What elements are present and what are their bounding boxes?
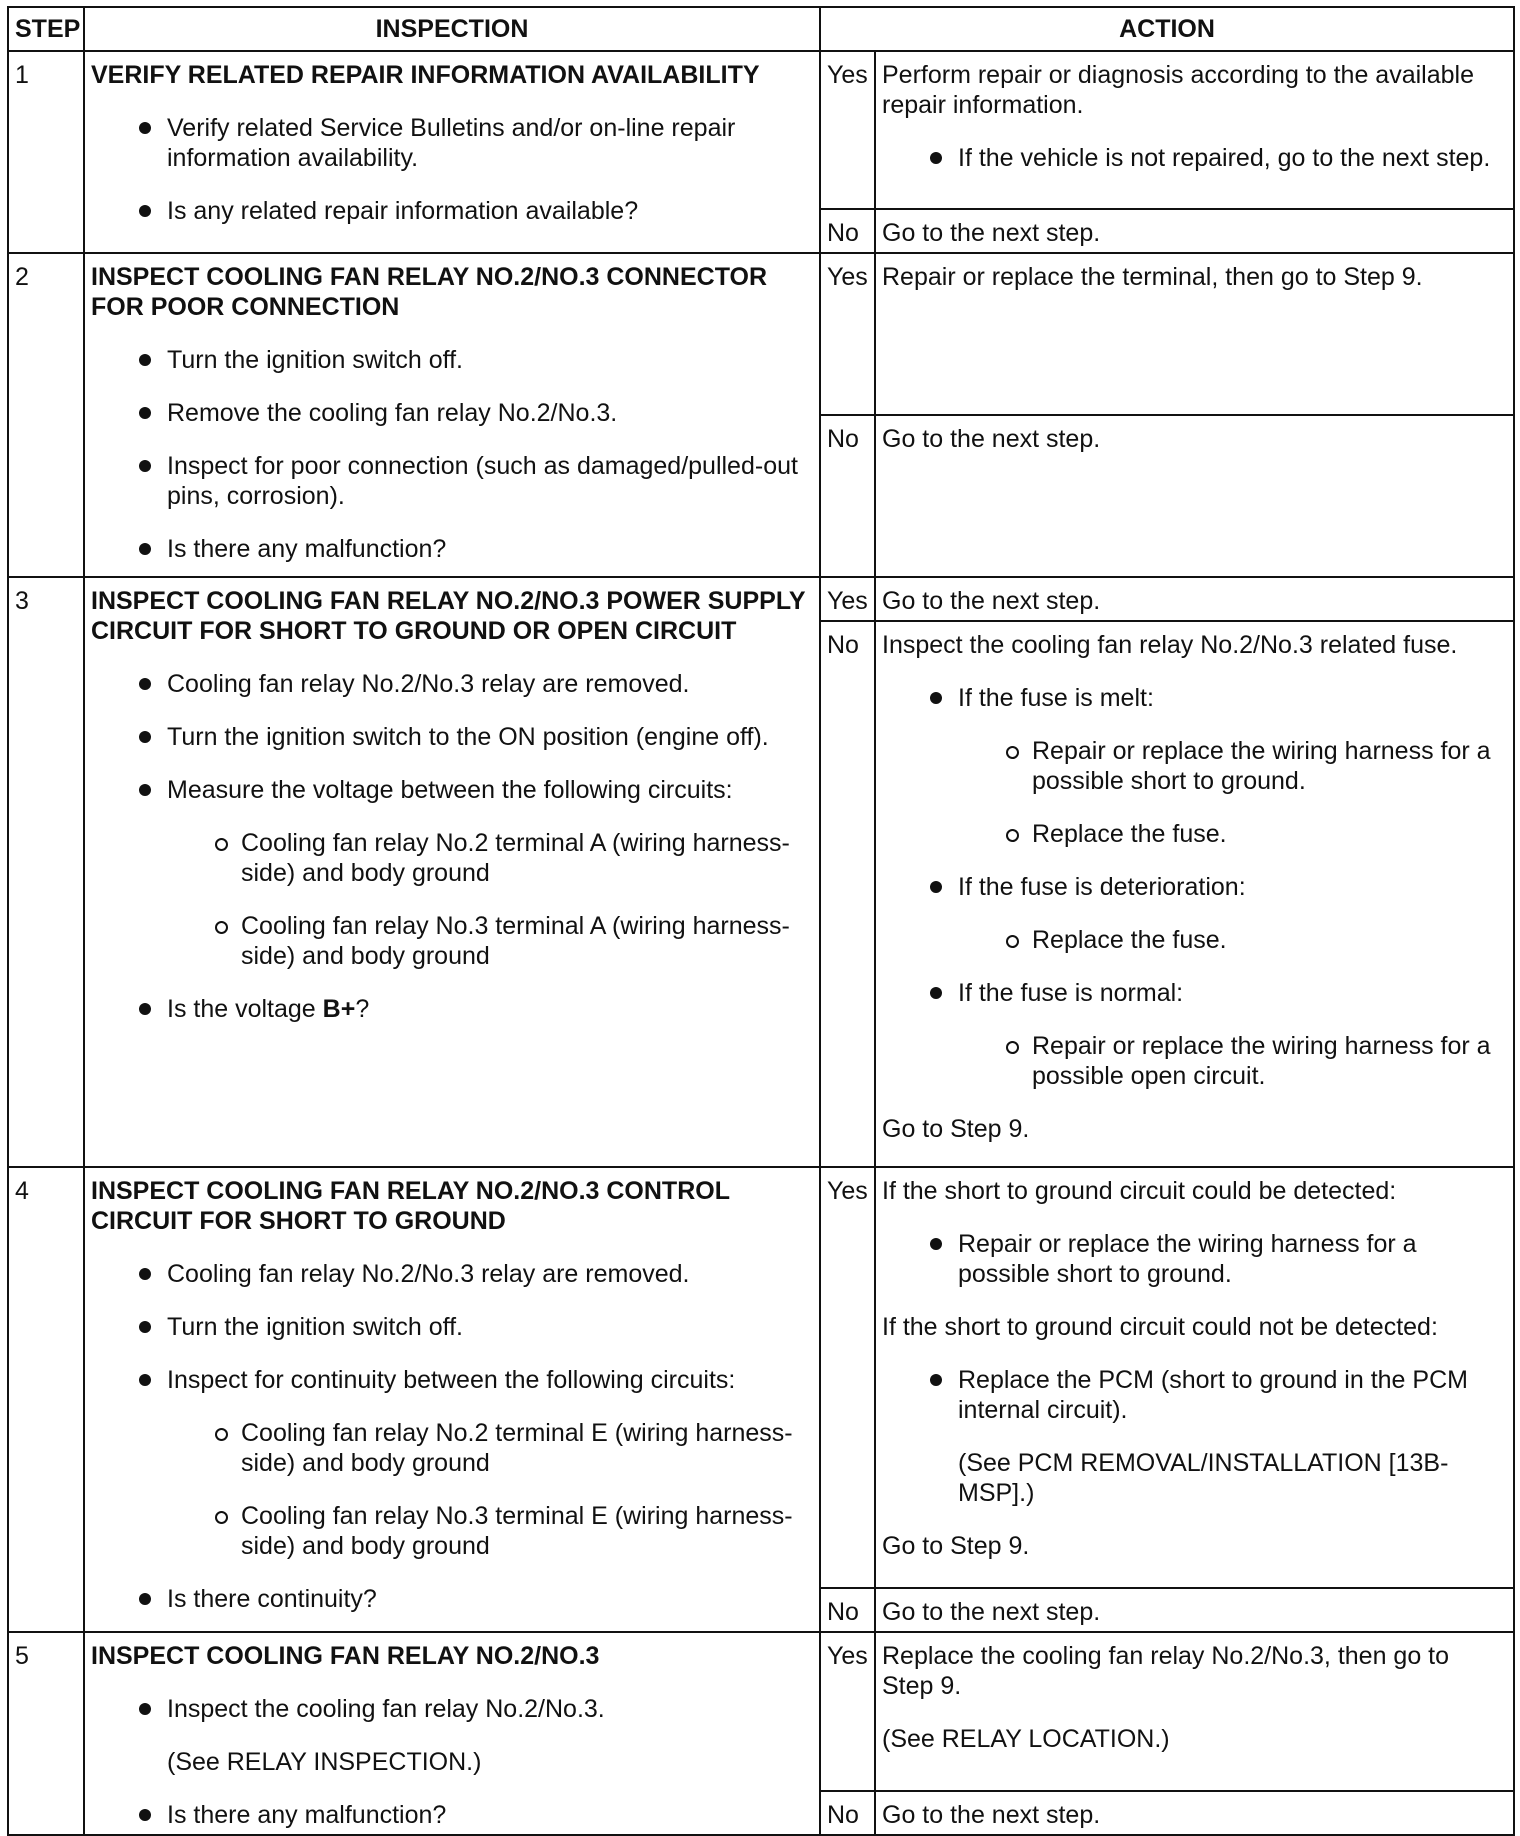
action-text: Go to Step 9. [882,1115,1030,1143]
inspection-bullet: Turn the ignition switch to the ON position (engine off). [91,722,813,752]
step-title: INSPECT COOLING FAN RELAY NO.2/NO.3 POWER SUPPLY CIRCUIT FOR SHORT TO GROUND OR OPEN CIRCUIT [91,587,806,645]
action-bullet: Repair or replace the wiring harness for a possible short to ground. [882,1229,1507,1289]
inspection-cell [84,51,820,253]
reference-text: (See RELAY INSPECTION.) [167,1748,482,1776]
inspection-bullet: Inspect for poor connection (such as damaged/pulled-out pins, corrosion). [91,451,813,511]
inspection-cell [84,253,820,577]
inspection-sub-bullet: Cooling fan relay No.3 terminal E (wiring harness-side) and body ground [91,1501,813,1561]
action-sub-bullet: Repair or replace the wiring harness for a possible open circuit. [882,1031,1507,1091]
action-text: Perform repair or diagnosis according to the available repair information. [882,61,1474,119]
action-bullet: Replace the PCM (short to ground in the PCM internal circuit). [882,1365,1507,1425]
inspection-bullet: Is there any malfunction? [91,1800,813,1830]
step-4-yes-row [8,1167,1514,1588]
action-yes-cell: Go to the next step. [875,577,1514,621]
action-no-cell [875,621,1514,1167]
yes-label: Yes [820,51,875,209]
inspection-bullet: Cooling fan relay No.2/No.3 relay are removed. [91,1259,813,1289]
action-yes-cell [875,1167,1514,1588]
action-no-cell: Go to the next step. [875,1791,1514,1835]
inspection-bullet: Is any related repair information available? [91,196,813,226]
yes-label: Yes [820,253,875,415]
inspection-sub-bullet: Cooling fan relay No.2 terminal A (wiring harness-side) and body ground [91,828,813,888]
inspection-bullet: Verify related Service Bulletins and/or on-line repair information availability. [91,113,813,173]
action-text: If the short to ground circuit could not be detected: [882,1313,1438,1341]
no-label: No [820,209,875,253]
inspection-bullet: Is there continuity? [91,1584,813,1614]
inspection-bullet: Is the voltage B+? [91,994,813,1024]
inspection-cell [84,577,820,1167]
header-step: STEP [8,7,84,51]
inspection-cell [84,1632,820,1835]
action-no-cell: Go to the next step. [875,415,1514,577]
no-label: No [820,621,875,1167]
step-2-yes-row [8,253,1514,415]
action-bullet: If the fuse is normal: [882,978,1507,1008]
step-title: INSPECT COOLING FAN RELAY NO.2/NO.3 CONNECTOR FOR POOR CONNECTION [91,263,768,321]
no-label: No [820,1588,875,1632]
action-sub-bullet: Repair or replace the wiring harness for a possible short to ground. [882,736,1507,796]
step-number: 3 [8,577,84,1167]
action-no-cell: Go to the next step. [875,209,1514,253]
step-number: 1 [8,51,84,253]
step-5-yes-row [8,1632,1514,1791]
no-label: No [820,415,875,577]
step-number: 5 [8,1632,84,1835]
inspection-bullet: Inspect the cooling fan relay No.2/No.3. [91,1694,813,1724]
inspection-sub-bullet: Cooling fan relay No.3 terminal A (wiring harness-side) and body ground [91,911,813,971]
action-text: Inspect the cooling fan relay No.2/No.3 related fuse. [882,631,1458,659]
action-bullet: If the vehicle is not repaired, go to the next step. [882,143,1507,173]
step-3-yes-row [8,577,1514,621]
action-sub-bullet: Replace the fuse. [882,819,1507,849]
inspection-bullet: Inspect for continuity between the following circuits: [91,1365,813,1395]
header-row [8,7,1514,51]
inspection-bullet: Remove the cooling fan relay No.2/No.3. [91,398,813,428]
action-sub-bullet: Replace the fuse. [882,925,1507,955]
no-label: No [820,1791,875,1835]
inspection-cell [84,1167,820,1632]
yes-label: Yes [820,1167,875,1588]
action-yes-cell [875,51,1514,209]
diagnostic-table [7,6,1515,1836]
inspection-bullet: Cooling fan relay No.2/No.3 relay are removed. [91,669,813,699]
step-title: VERIFY RELATED REPAIR INFORMATION AVAILABILITY [91,61,760,89]
yes-label: Yes [820,577,875,621]
inspection-sub-bullet: Cooling fan relay No.2 terminal E (wiring harness-side) and body ground [91,1418,813,1478]
action-text: If the short to ground circuit could be detected: [882,1177,1397,1205]
reference-text: (See RELAY LOCATION.) [882,1725,1170,1753]
action-bullet: If the fuse is melt: [882,683,1507,713]
step-1-yes-row [8,51,1514,209]
step-number: 4 [8,1167,84,1632]
inspection-bullet: Is there any malfunction? [91,534,813,564]
step-title: INSPECT COOLING FAN RELAY NO.2/NO.3 [91,1642,600,1670]
reference-text: (See PCM REMOVAL/INSTALLATION [13B-MSP].) [958,1449,1449,1507]
action-yes-cell: Repair or replace the terminal, then go to Step 9. [875,253,1514,415]
step-title: INSPECT COOLING FAN RELAY NO.2/NO.3 CONTROL CIRCUIT FOR SHORT TO GROUND [91,1177,730,1235]
action-text: Replace the cooling fan relay No.2/No.3, then go to Step 9. [882,1642,1450,1700]
action-bullet: If the fuse is deterioration: [882,872,1507,902]
yes-label: Yes [820,1632,875,1791]
step-number: 2 [8,253,84,577]
header-inspection: INSPECTION [84,7,820,51]
inspection-bullet: Turn the ignition switch off. [91,345,813,375]
action-text: Go to Step 9. [882,1532,1030,1560]
inspection-bullet: Turn the ignition switch off. [91,1312,813,1342]
header-action: ACTION [820,7,1514,51]
inspection-bullet: Measure the voltage between the following circuits: [91,775,813,805]
action-yes-cell [875,1632,1514,1791]
action-no-cell: Go to the next step. [875,1588,1514,1632]
